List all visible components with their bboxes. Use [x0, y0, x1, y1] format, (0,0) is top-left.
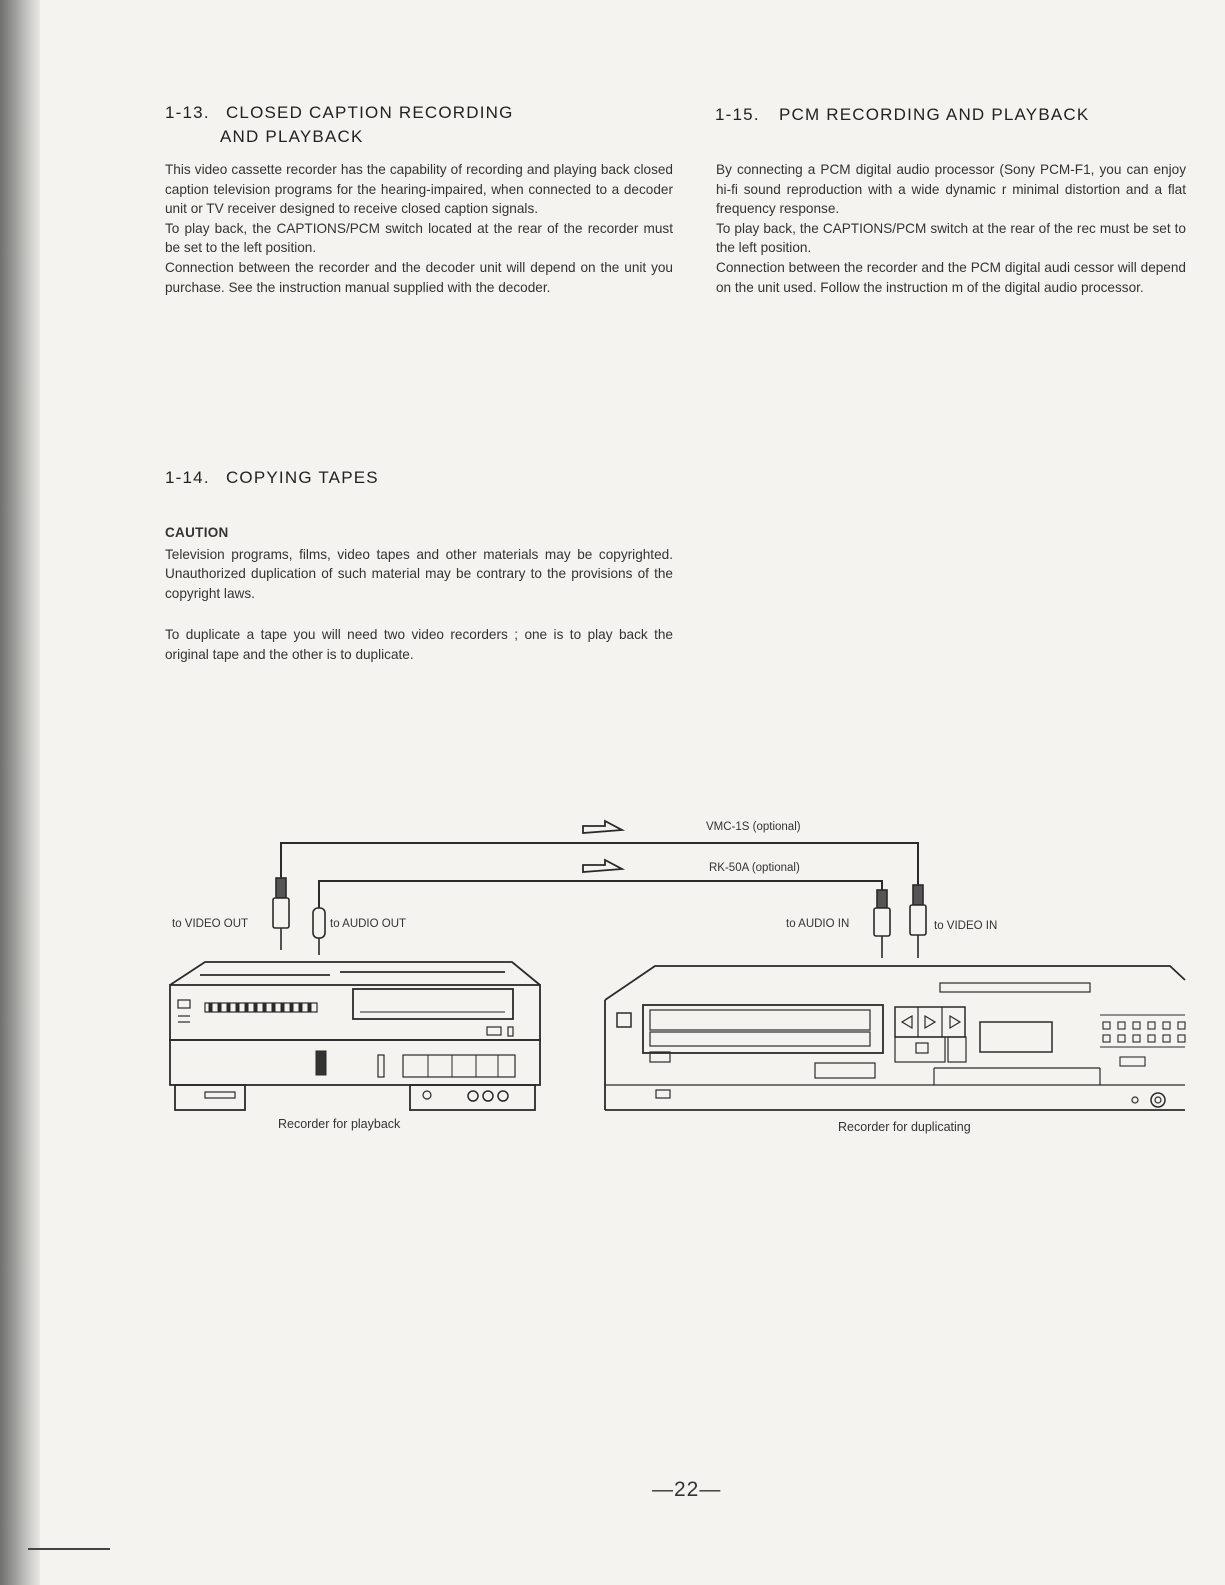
label-audio-out: to AUDIO OUT — [330, 918, 407, 930]
section-title-line1: CLOSED CAPTION RECORDING — [225, 103, 514, 122]
rca-plug-icon — [273, 878, 289, 950]
label-video-out: to VIDEO OUT — [172, 918, 249, 930]
paragraph: Connection between the recorder and the decoder unit will depend on the unit you purchase. See the instruction manual supplied with the decoder. — [165, 259, 673, 295]
label-audio-in: to AUDIO IN — [786, 918, 850, 930]
label-video-in: to VIDEO IN — [934, 920, 998, 932]
caution-title: CAUTION — [165, 525, 229, 540]
paragraph: Connection between the recorder and the PCM digital audi cessor will depend on the unit used. Follow the instruction m of the digital audio processor. — [716, 259, 1186, 295]
audio-cable — [319, 881, 882, 908]
section-number: 1-14. — [165, 468, 210, 487]
paragraph: To duplicate a tape you will need two video recorders ; one is to play back the original tape and the other is to duplicate. — [165, 627, 673, 662]
cable-label-audio: RK-50A (optional) — [709, 862, 800, 874]
recorder-duplicating-illustration — [605, 966, 1185, 1110]
paragraph: This video cassette recorder has the capability of recording and playing back closed caption television programs for the hearing-impaired, when connected to a decoder unit or TV receiver designed to receive closed caption signals. — [165, 162, 673, 217]
paragraph: By connecting a PCM digital audio processor (Sony PCM-F1, you can enjoy hi-fi sound reproduction with a wide dynamic r minimal distortion and a flat frequency response. — [716, 162, 1186, 217]
arrow-icon — [583, 821, 622, 833]
rca-plug-icon — [874, 890, 890, 958]
section-title: COPYING TAPES — [225, 468, 379, 487]
section-title: PCM RECORDING AND PLAYBACK — [778, 105, 1090, 124]
caption-recorder-playback: Recorder for playback — [278, 1117, 401, 1131]
paragraph: To play back, the CAPTIONS/PCM switch at the rear of the rec must be set to the left position. — [716, 220, 1186, 256]
section-number: 1-15. — [715, 105, 760, 124]
video-cable — [281, 843, 918, 885]
paragraph: To play back, the CAPTIONS/PCM switch located at the rear of the recorder must be set to the left position. — [165, 220, 673, 256]
cable-label-video: VMC-1S (optional) — [706, 821, 801, 833]
arrow-icon — [583, 860, 622, 872]
rca-plug-icon — [910, 885, 926, 958]
page-number: —22— — [652, 1478, 722, 1501]
rca-plug-icon — [313, 908, 325, 955]
recorder-playback-illustration — [170, 962, 540, 1110]
section-heading-closed-caption-line2: AND PLAYBACK — [220, 127, 364, 146]
caption-recorder-duplicating: Recorder for duplicating — [838, 1120, 971, 1134]
section-number: 1-13. — [165, 103, 210, 122]
caution-text: Television programs, films, video tapes and other materials may be copyrighted. Unauthorized duplication of such material may be contrary to the provisions of the copyright laws. — [165, 546, 673, 601]
